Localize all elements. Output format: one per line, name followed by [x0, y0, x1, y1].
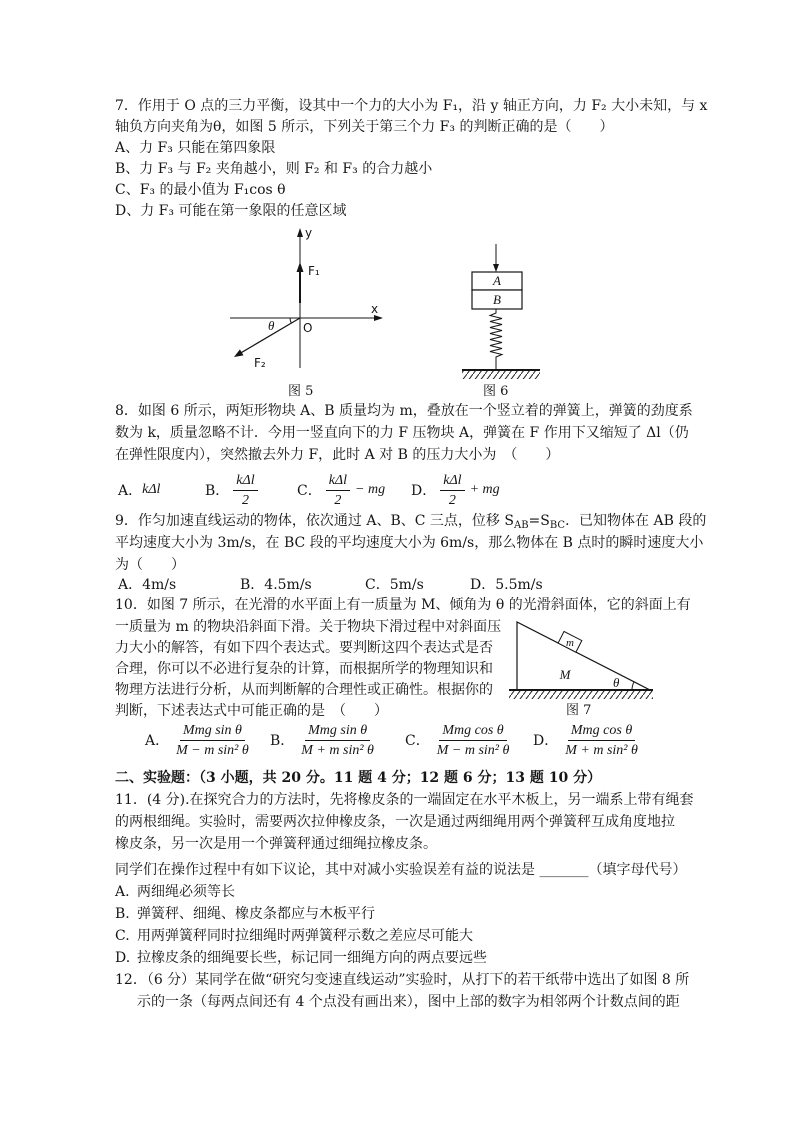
- fraction-denominator: M − m sin² θ: [436, 742, 510, 758]
- q7-stem-line-1: 7．作用于 O 点的三力平衡，设其中一个力的大小为 F₁，沿 y 轴正方向，力 F₂ 大小未知，与 x: [115, 98, 708, 114]
- q8-option-d: [411, 470, 500, 510]
- fraction-numerator: kΔl: [233, 472, 257, 491]
- q11-option-d: [115, 948, 487, 968]
- option-label: D.: [115, 950, 131, 966]
- displacement-subscript-bc: BC: [549, 520, 566, 531]
- q10-option-b: [270, 720, 377, 760]
- option-label: D．: [411, 483, 437, 499]
- option-label: A.: [115, 884, 130, 900]
- option-label: B.: [115, 906, 130, 922]
- theta-label: θ: [613, 675, 620, 690]
- q8-stem-line-2: 数为 k，质量忽略不计．今用一竖直向下的力 F 压物块 A，弹簧在 F 作用下又缩短了 Δl（仍: [115, 425, 689, 441]
- q11-option-a: [115, 882, 235, 902]
- q8-options: [0, 470, 794, 510]
- q9-stem-line-1: [115, 511, 706, 531]
- q10-stem-line-4: 合理，你可以不必进行复杂的计算，而根据所学的物理知识和: [115, 661, 493, 677]
- origin-label: O: [303, 321, 313, 335]
- ground-hatching: [509, 691, 653, 699]
- fraction-denominator: M + m sin² θ: [565, 742, 638, 758]
- fraction: [434, 722, 513, 759]
- q10-stem-line-5: 物理方法进行分析，从而判断解的合理性或正确性。根据你的: [115, 682, 493, 698]
- option-label: A．: [118, 483, 143, 499]
- force-f2-label: F₂: [254, 356, 266, 370]
- q8-stem-line-3: 在弹性限度内），突然撤去外力 F，此时 A 对 B 的压力大小为 （ ）: [115, 447, 560, 463]
- q10-stem-line-3: 力大小的解答，有如下四个表达式。要判断这四个表达式是否: [115, 640, 493, 656]
- displacement-subscript-ab: AB: [513, 520, 529, 531]
- q10-option-d: [533, 720, 641, 760]
- q9-stem-text: =S: [528, 513, 550, 529]
- q7-stem-line-2: 轴负方向夹角为θ，如图 5 所示，下列关于第三个力 F₃ 的判断正确的是（ ）: [115, 119, 614, 135]
- option-text: 用两弹簧秤同时拉细绳时两弹簧秤示数之差应尽可能大: [137, 928, 473, 944]
- figure-7-caption: 图 7: [566, 703, 592, 718]
- option-label: C.: [115, 928, 130, 944]
- incline-wedge: [517, 622, 650, 690]
- q9-option-c: C．5m/s: [365, 577, 424, 593]
- block-m-label: m: [566, 637, 574, 649]
- fraction-numerator: kΔl: [326, 472, 350, 491]
- option-label: D．: [533, 733, 559, 749]
- fraction: [173, 722, 252, 759]
- y-axis-arrowhead: [297, 228, 303, 237]
- theta-angle-arc: [632, 682, 634, 690]
- option-label: A．: [145, 733, 170, 749]
- q7-option-b: B、力 F₃ 与 F₂ 夹角越小，则 F₂ 和 F₃ 的合力越小: [115, 161, 433, 177]
- q7-option-a: A、力 F₃ 只能在第四象限: [115, 140, 276, 156]
- q9-stem-line-3: 为（ ）: [115, 557, 185, 573]
- option-label: B．: [205, 483, 230, 499]
- option-suffix: + mg: [469, 482, 500, 497]
- option-text: 拉橡皮条的细绳要长些，标记同一细绳方向的两点要远些: [137, 950, 487, 966]
- q11-stem-line-3: 橡皮条，另一次是用一个弹簧秤通过细绳拉橡皮条。: [115, 836, 437, 852]
- q9-option-d: D．5.5m/s: [470, 577, 543, 593]
- option-label: C．: [405, 733, 430, 749]
- theta-label: θ: [268, 318, 275, 333]
- q9-option-a: A．4m/s: [118, 577, 177, 593]
- figure-5-caption: 图 5: [288, 384, 314, 399]
- q11-stem-line-4: 同学们在操作过程中有如下议论，其中对减小实验误差有益的说法是 _______（填字母代号）: [115, 862, 687, 878]
- option-label: C．: [297, 483, 322, 499]
- fraction-numerator: Mmg cos θ: [568, 722, 635, 741]
- q8-option-b: [205, 470, 258, 510]
- fraction: [298, 722, 377, 759]
- q9-stem-text: ．已知物体在 AB 段的: [565, 513, 707, 529]
- q8-option-a: [118, 470, 160, 510]
- q10-stem-line-1: 10．如图 7 所示，在光滑的水平面上有一质量为 M、倾角为 θ 的光滑斜面体，它的斜面上有: [115, 597, 691, 613]
- wedge-m-label: M: [559, 667, 571, 682]
- q12-stem-line-2: 示的一条（每两点间还有 4 个点没有画出来），图中上部的数字为相邻两个计数点间的距: [137, 994, 680, 1010]
- q8-stem-line-1: 8．如图 6 所示，两矩形物块 A、B 质量均为 m，叠放在一个竖立着的弹簧上，弹簧的劲度系: [115, 403, 693, 419]
- q11-option-b: [115, 904, 375, 924]
- q11-stem-line-2: 的两根细绳。实验时，需要两次拉伸橡皮条，一次是通过两细绳用两个弹簧秤互成角度地拉: [115, 814, 675, 830]
- figure-6-caption: 图 6: [483, 384, 509, 399]
- q10-stem-line-6: 判断，下述表达式中可能正确的是 （ ）: [115, 703, 388, 719]
- figure-5-force-diagram: [220, 225, 395, 377]
- q10-stem-line-2: 一质量为 m 的物块沿斜面下滑。关于物块下滑过程中对斜面压: [115, 619, 502, 635]
- fraction-denominator: 2: [334, 492, 342, 508]
- force-f2-arrowhead: [234, 349, 244, 357]
- fraction: [562, 722, 641, 759]
- q9-stem-text: 9．作匀加速直线运动的物体，依次通过 A、B、C 三点，位移 S: [115, 513, 514, 529]
- q9-option-b: B．4.5m/s: [240, 577, 312, 593]
- option-expression: kΔl: [142, 482, 161, 497]
- option-suffix: − mg: [355, 482, 386, 497]
- option-text: 两细绳必须等长: [137, 884, 235, 900]
- q7-option-c: C、F₃ 的最小值为 F₁cos θ: [115, 182, 286, 198]
- theta-angle-arc: [290, 318, 291, 323]
- q10-option-c: [405, 720, 512, 760]
- q9-stem-line-2: 平均速度大小为 3m/s，在 BC 段的平均速度大小为 6m/s，那么物体在 B 点时的瞬时速度大小: [115, 535, 704, 551]
- fraction-denominator: 2: [448, 492, 456, 508]
- fraction-numerator: Mmg sin θ: [305, 722, 370, 741]
- fraction-denominator: 2: [241, 492, 249, 508]
- fraction-denominator: M − m sin² θ: [176, 742, 249, 758]
- y-axis-label: y: [305, 226, 313, 240]
- option-text: 弹簧秤、细绳、橡皮条都应与木板平行: [137, 906, 375, 922]
- q11-stem-line-1: 11．(4 分).在探究合力的方法时，先将橡皮条的一端固定在水平木板上，另一端系上带有绳套: [115, 792, 694, 808]
- fraction: [326, 472, 350, 509]
- fraction-numerator: Mmg sin θ: [180, 722, 245, 741]
- q7-option-d: D、力 F₃ 可能在第一象限的任意区域: [115, 203, 347, 219]
- spring: [490, 309, 502, 370]
- figure-6-spring-blocks: [455, 238, 550, 383]
- force-f-arrowhead: [493, 264, 499, 272]
- ground-hatching: [462, 371, 540, 379]
- x-axis-label: x: [371, 302, 379, 316]
- fraction-denominator: M + m sin² θ: [301, 742, 374, 758]
- force-f1-arrowhead: [297, 262, 304, 272]
- fraction: [233, 472, 257, 509]
- fraction: [440, 472, 464, 509]
- q10-option-a: [145, 720, 252, 760]
- q10-options: [0, 720, 794, 760]
- fraction-numerator: Mmg cos θ: [439, 722, 506, 741]
- section-2-heading: 二、实验题：（3 小题，共 20 分。11 题 4 分；12 题 6 分；13 题 10 分）: [115, 770, 602, 786]
- force-f1-label: F₁: [308, 264, 320, 278]
- q12-stem-line-1: 12．（6 分）某同学在做“研究匀变速直线运动”实验时，从打下的若干纸带中选出了如图 8 所: [115, 972, 690, 988]
- option-label: B．: [270, 733, 295, 749]
- fraction-numerator: kΔl: [440, 472, 464, 491]
- figure-7-incline: [505, 615, 657, 705]
- block-a-label: A: [493, 273, 501, 288]
- block-b-label: B: [493, 292, 501, 307]
- q8-option-c: [297, 470, 385, 510]
- q11-option-c: [115, 926, 473, 946]
